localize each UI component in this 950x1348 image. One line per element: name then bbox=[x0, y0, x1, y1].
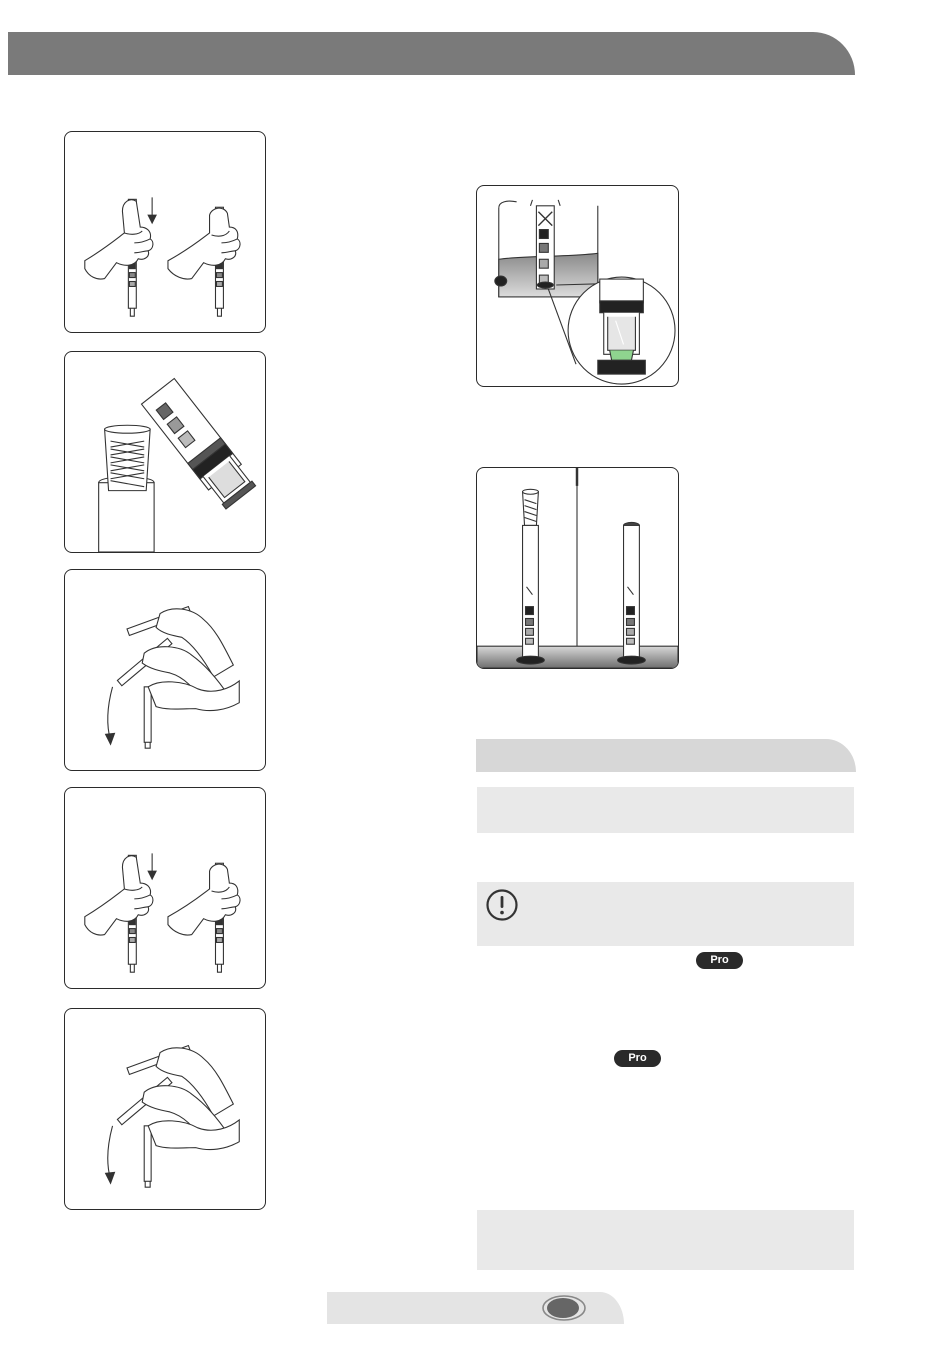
tip-in-liquid-drawing bbox=[477, 186, 678, 386]
section-header-bar bbox=[476, 739, 856, 772]
press-plunger-drawing bbox=[65, 132, 265, 332]
illustration-devices-upright bbox=[476, 467, 679, 669]
oval-logo-icon bbox=[540, 1294, 590, 1322]
shake-down-drawing-2 bbox=[65, 1009, 265, 1209]
note-box bbox=[477, 1210, 854, 1270]
pro-badge-2: Pro bbox=[614, 1050, 661, 1067]
warning-box bbox=[477, 882, 854, 946]
illustration-press-plunger-2 bbox=[64, 787, 266, 989]
shake-down-drawing bbox=[65, 570, 265, 770]
illustration-shake-down-2 bbox=[64, 1008, 266, 1210]
header-bar bbox=[8, 32, 855, 75]
illustration-cap-and-tip bbox=[64, 351, 266, 553]
footer-bar bbox=[327, 1292, 624, 1324]
press-plunger-drawing-2 bbox=[65, 788, 265, 988]
cap-and-tip-drawing bbox=[65, 352, 265, 552]
info-box bbox=[477, 787, 854, 833]
illustration-tip-in-liquid bbox=[476, 185, 679, 387]
illustration-shake-down bbox=[64, 569, 266, 771]
pro-badge: Pro bbox=[696, 952, 743, 969]
illustration-press-plunger bbox=[64, 131, 266, 333]
exclamation-circle-icon bbox=[485, 888, 519, 922]
devices-upright-drawing bbox=[477, 468, 678, 668]
